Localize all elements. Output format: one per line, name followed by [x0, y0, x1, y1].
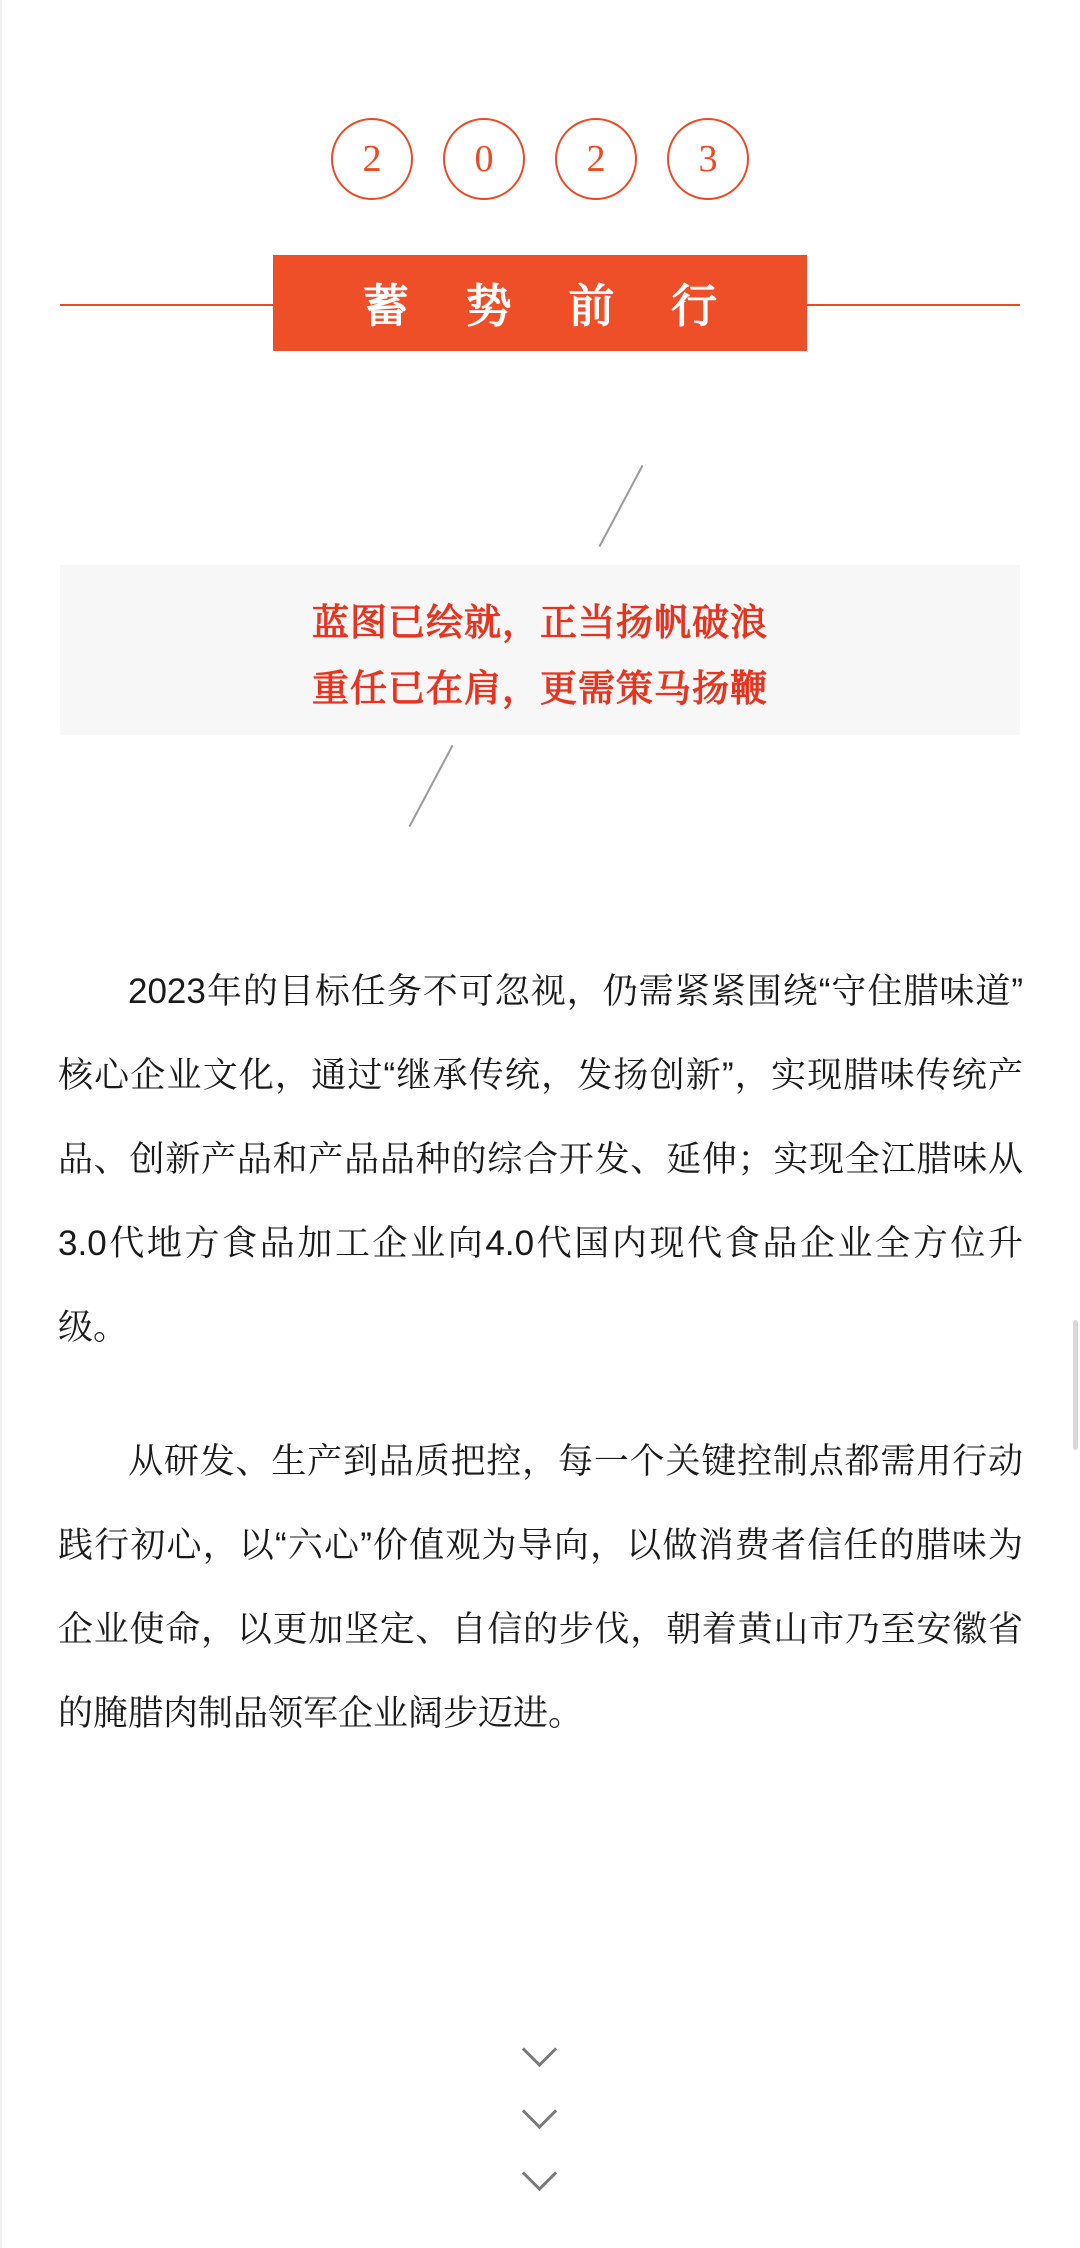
slogan-text-group	[0, 590, 1080, 722]
page-title: 蓄 势 前 行	[362, 280, 740, 332]
chevron-down-icon	[523, 2097, 557, 2131]
title-rule-left	[60, 304, 275, 306]
chevron-down-icon	[523, 2159, 557, 2193]
title-box	[273, 255, 807, 351]
year-digit-3: 2	[555, 118, 637, 200]
article-body	[58, 950, 1023, 1806]
slogan-line-2: 重任已在肩，更需策马扬鞭	[312, 668, 768, 709]
year-digit-2: 0	[443, 118, 525, 200]
title-rule-right	[805, 304, 1020, 306]
slash-decoration-bottom-icon	[409, 745, 454, 827]
body-paragraph-1: 2023年的目标任务不可忽视，仍需紧紧围绕“守住腊味道”核心企业文化，通过“继承传统，发扬创新”，实现腊味传统产品、创新产品和产品品种的综合开发、延伸；实现全江腊味从3.0代地方食品加工企业向4.0代国内现代食品企业全方位升级。	[58, 972, 1023, 1347]
year-badge-group	[0, 118, 1080, 200]
year-digit-4: 3	[667, 118, 749, 200]
page-scrollbar[interactable]	[1073, 1320, 1078, 1450]
slogan-line-1: 蓝图已绘就，正当扬帆破浪	[312, 602, 768, 643]
scroll-down-indicator[interactable]	[0, 2035, 1080, 2221]
section-title-band	[0, 255, 1080, 351]
slogan-block	[0, 450, 1080, 840]
chevron-down-icon	[523, 2035, 557, 2069]
body-paragraph-2: 从研发、生产到品质把控，每一个关键控制点都需用行动践行初心，以“六心”价值观为导向，以做消费者信任的腊味为企业使命，以更加坚定、自信的步伐，朝着黄山市乃至安徽省的腌腊肉制品领军企业阔步迈进。	[58, 1442, 1023, 1733]
year-digit-1: 2	[331, 118, 413, 200]
slash-decoration-top-icon	[599, 465, 644, 547]
